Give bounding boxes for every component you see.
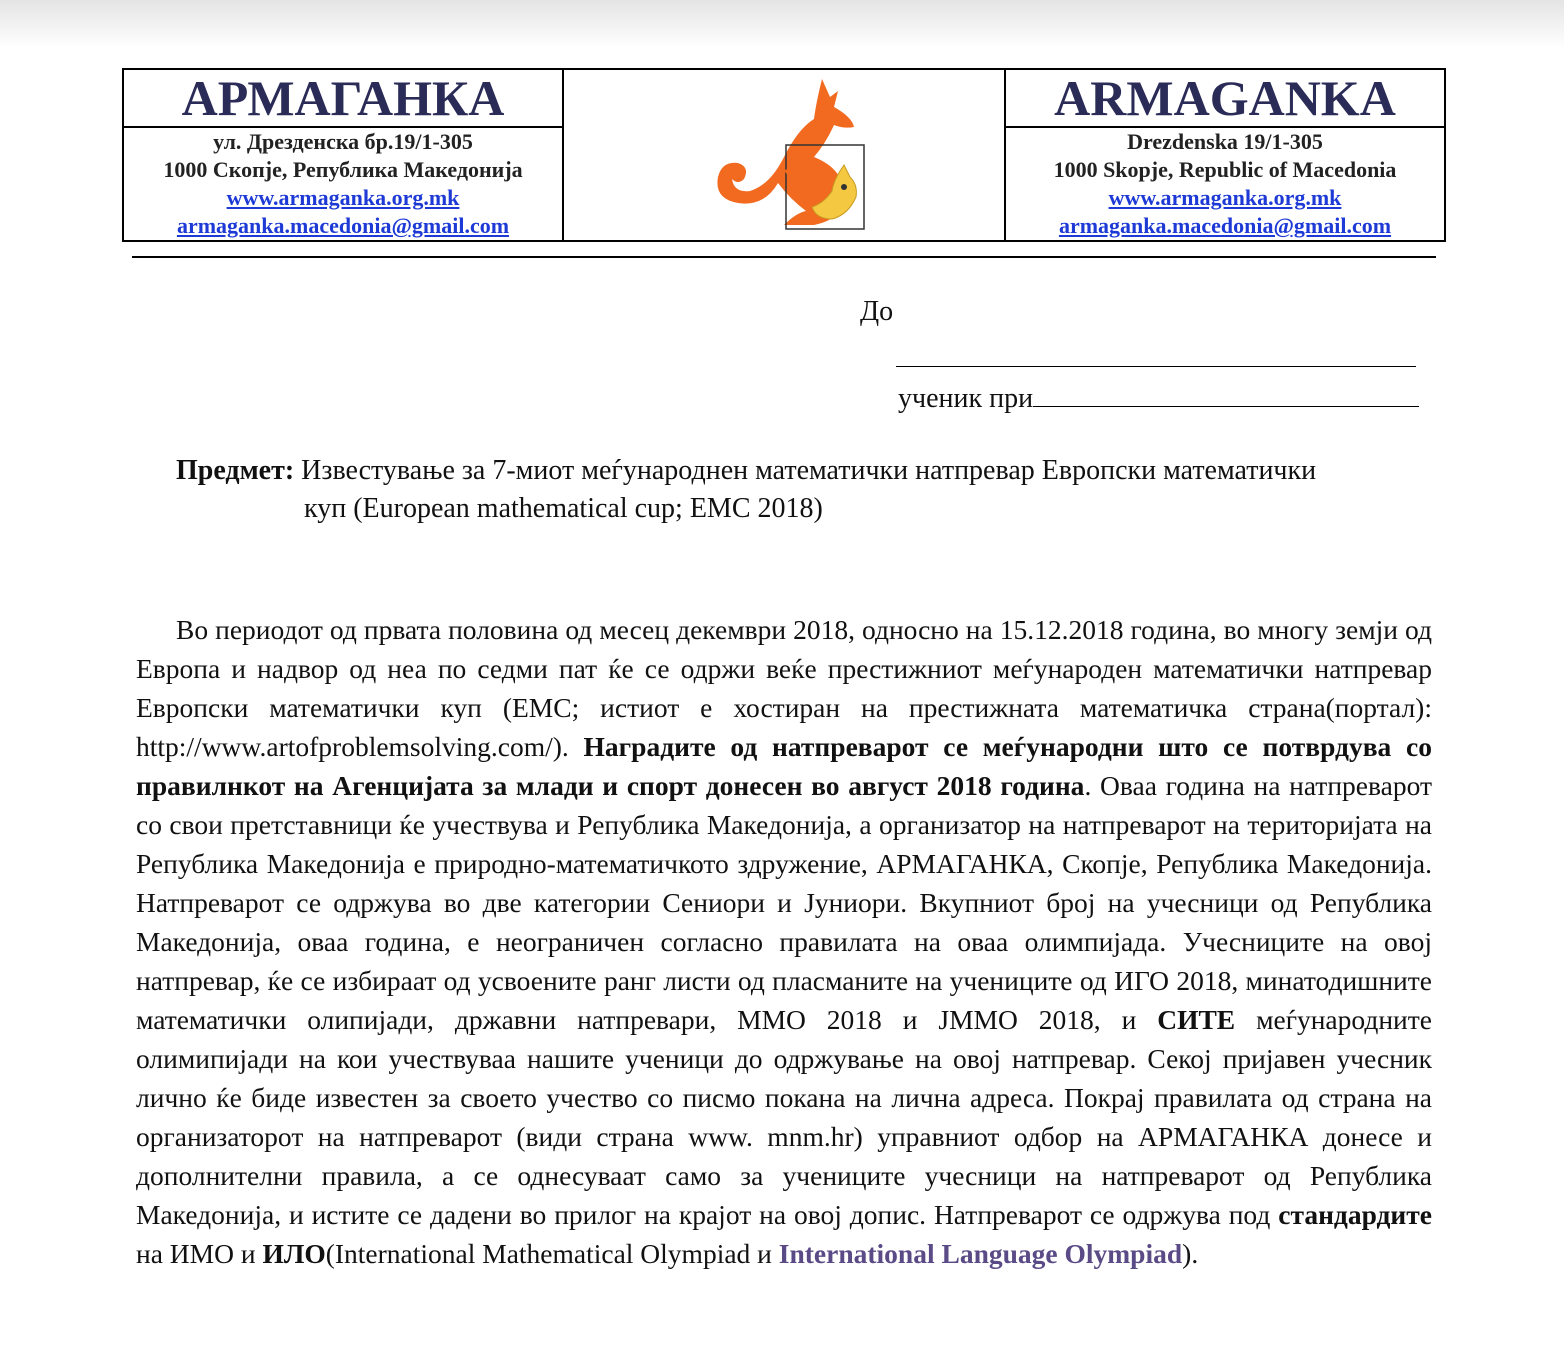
org-name-en: ARMAGANKA	[1005, 69, 1445, 127]
org-name-mk: АРМАГАНКА	[123, 69, 563, 127]
recipient-name-blank	[896, 336, 1416, 367]
body-text-4: на ИМО и	[136, 1238, 263, 1269]
logo-cell	[563, 69, 1005, 241]
kangaroo-logo-icon	[694, 73, 874, 233]
school-blank	[1033, 378, 1419, 407]
recipient-school	[898, 378, 1419, 415]
recipient-to: До	[860, 296, 894, 327]
body-paragraph	[136, 610, 1432, 1273]
subject-line-1: Известување за 7-миот меѓународнен математички натпревар Европски математички	[301, 455, 1317, 486]
student-at-label: ученик при	[898, 383, 1034, 414]
body-bold-2: СИТЕ	[1157, 1004, 1236, 1035]
address-line-2: 1000 Skopje, Republic of Macedonia	[1053, 157, 1397, 182]
email-link[interactable]: armaganka.macedonia@gmail.com	[176, 213, 510, 238]
subject-label: Предмет:	[176, 455, 295, 486]
body-bold-4: ИЛО	[262, 1238, 326, 1269]
body-bold-3: стандардите	[1278, 1199, 1432, 1230]
address-line-1: Drezdenska 19/1-305	[1127, 129, 1323, 154]
email-link[interactable]: armaganka.macedonia@gmail.com	[1058, 213, 1392, 238]
body-text-2: . Оваа година на натпреварот со свои претставници ќе учествува и Република Македонија, а организатор на натпреварот на територијата на Република Македонија е природно-математичкото здружение, АРМАГАНКА, Скопје, Република Македонија. Натпреварот се одржува во две категории Сениори и Јуниори. Вкупниот број на учесници од Република Македонија, оваа година, е неограничен согласно правилата на оваа олимпијада. Учесниците на овој натпревар, ќе се избираат од усвоените ранг листи од пласманите на учениците од ИГО 2018, минатодишните математички олипијади, државни натпревари, ММО 2018 и ЈММО 2018, и	[136, 770, 1432, 1035]
body-text-1: Во периодот од првата половина од месец декември 2018, односно на 15.12.2018 година, во многу земји од Европа и надвор од неа по седми пат ќе се одржи веќе престижниот меѓународен математички натпревар Европски математички куп (ЕМС; истиот е хостиран на престижната математичка страна(портал): http://www.artofproblemsolving.com/).	[136, 614, 1432, 762]
body-bold-1: Наградите од натпреварот се меѓународни што се потврдува со правилнкот на Агенцијата за млади и спорт донесен во август 2018 година	[136, 731, 1432, 801]
body-text-6: ).	[1182, 1238, 1199, 1269]
address-line-1: ул. Дрезденска бр.19/1-305	[213, 129, 473, 154]
body-purple-link[interactable]: International Language Olympiad	[778, 1238, 1183, 1269]
window-top-bar	[0, 0, 1564, 48]
body-text-3: меѓународните олимипијади на кои учествуваа нашите ученици до одржување на овој натпревар. Секој пријавен учесник лично ќе биде известен за своето учество со писмо покана на лична адреса. Покрај правилата од страна на организаторот на натпреварот (види страна www. mnm.hr) управниот одбор на АРМАГАНКА донесе и дополнителни правила, а се однесуваат само за учениците учесници на натпреварот од Република Македонија, и истите се дадени во прилог на крајот на овој допис. Натпреварот се одржува под	[136, 1004, 1432, 1230]
subject-line-2: куп (European mathematical cup; EMC 2018)	[304, 493, 823, 524]
subject	[176, 452, 1416, 528]
header-divider	[132, 256, 1436, 258]
org-info-en	[1005, 127, 1445, 241]
letterhead	[122, 68, 1446, 242]
website-link[interactable]: www.armaganka.org.mk	[1108, 185, 1342, 210]
body-text-5: (International Mathematical Olympiad и	[325, 1238, 779, 1269]
website-link[interactable]: www.armaganka.org.mk	[226, 185, 460, 210]
org-info-mk	[123, 127, 563, 241]
address-line-2: 1000 Скопје, Република Македонија	[163, 157, 523, 182]
